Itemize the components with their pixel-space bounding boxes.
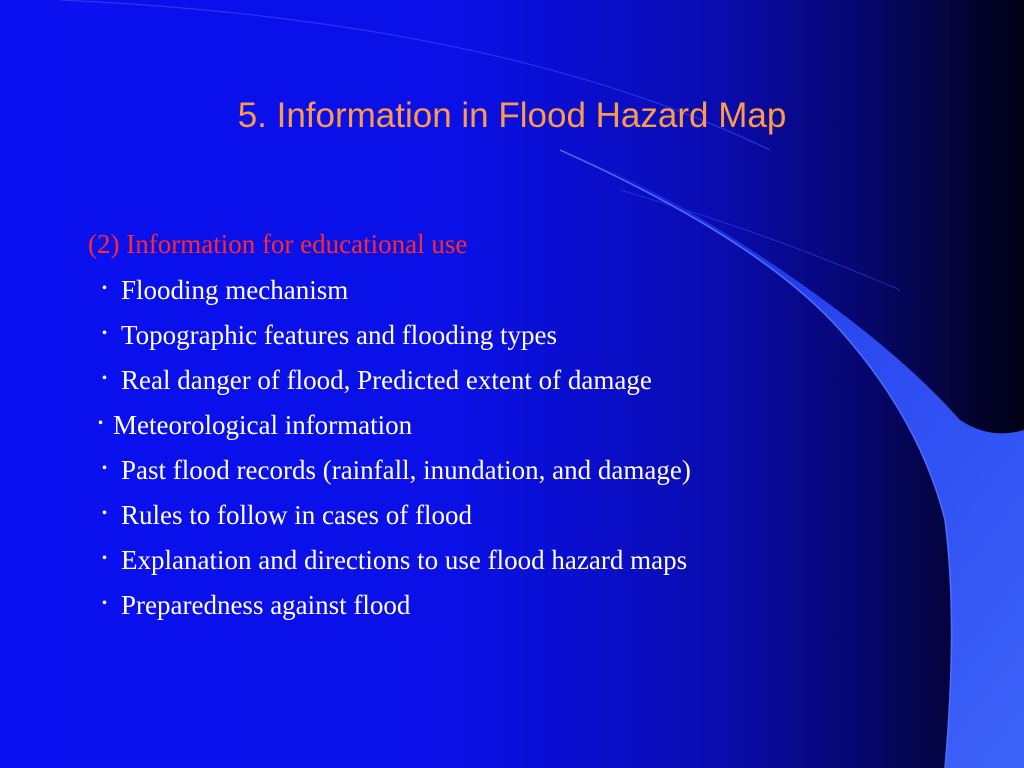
list-item-text: Rules to follow in cases of flood (121, 500, 472, 530)
list-item (88, 316, 948, 361)
list-item-text: Explanation and directions to use flood hazard maps (121, 545, 688, 575)
list-item (88, 451, 948, 496)
section-subheading: (2) Information for educational use (88, 229, 468, 259)
bullet-list (88, 271, 948, 631)
list-item (88, 406, 948, 451)
bullet-icon: ・ (94, 323, 115, 345)
list-item-text: Real danger of flood, Predicted extent of damage (121, 365, 652, 395)
bullet-icon: ・ (94, 458, 115, 480)
slide-title: 5. Information in Flood Hazard Map (237, 96, 787, 135)
list-item (88, 496, 948, 541)
bullet-icon: ・ (94, 278, 115, 300)
bullet-icon: ・ (94, 548, 115, 570)
list-item (88, 586, 948, 631)
list-item-text: Flooding mechanism (121, 275, 349, 305)
list-item (88, 271, 948, 316)
bullet-icon: ・ (90, 413, 111, 435)
list-item-text: Topographic features and flooding types (121, 320, 557, 350)
list-item-text: Past flood records (rainfall, inundation, and damage) (121, 455, 691, 485)
bullet-icon: ・ (94, 503, 115, 525)
list-item-text: Meteorological information (113, 410, 413, 440)
bullet-icon: ・ (94, 593, 115, 615)
list-item-text: Preparedness against flood (121, 590, 411, 620)
list-item (88, 361, 948, 406)
slide-content (88, 226, 948, 631)
list-item (88, 541, 948, 586)
bullet-icon: ・ (94, 368, 115, 390)
